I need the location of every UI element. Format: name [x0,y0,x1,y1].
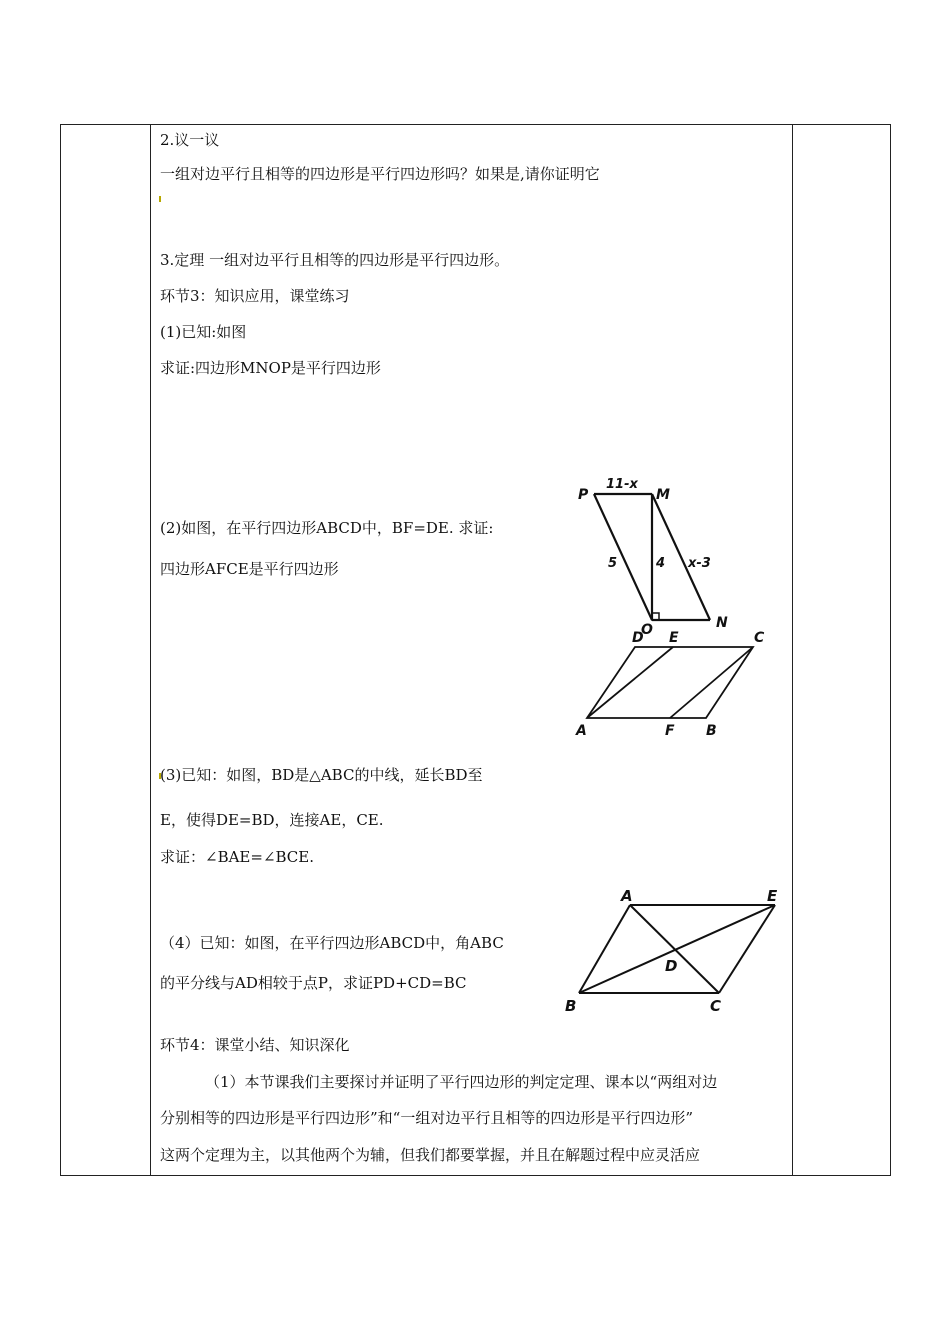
label-m: M [656,487,670,503]
label-n: N [716,615,728,631]
segment-ae [587,647,673,718]
figure-quadrilateral-mnop [570,470,735,635]
summary-paragraph-line-3: 这两个定理为主，以其他两个为辅，但我们都要掌握，并且在解题过程中应灵活应 [160,1146,701,1164]
segment-ab [579,905,630,993]
label-a: A [621,887,633,905]
figure-triangle-median [555,885,790,1020]
table-column-divider-right [792,124,793,1176]
label-b: B [565,997,577,1015]
exercise-1-given: (1)已知:如图 [160,323,247,341]
label-left-length: 5 [608,556,618,571]
segment-po [594,494,652,620]
label-e: E [767,887,778,905]
label-o: O [641,622,653,635]
section-heading-practice: 环节3：知识应用，课堂练习 [160,287,350,305]
theorem-statement: 3.定理 一组对边平行且相等的四边形是平行四边形。 [160,251,510,269]
section-heading-discuss: 2.议一议 [160,131,220,149]
segment-be [579,905,775,993]
label-d: D [632,630,644,646]
section-heading-summary: 环节4：课堂小结、知识深化 [160,1036,350,1054]
exercise-3-given: (3)已知：如图，BD是△ABC的中线，延长BD至 [160,766,483,784]
label-p: P [578,487,589,503]
label-top-length: 11-x [606,477,638,492]
label-a: A [576,723,587,739]
figure-parallelogram-abcd [570,625,775,740]
exercise-3-prove: 求证：∠BAE=∠BCE. [160,848,315,866]
exercise-4-given: （4）已知：如图，在平行四边形ABCD中，角ABC [160,934,504,952]
text-marker [159,196,161,202]
exercise-2-statement: (2)如图，在平行四边形ABCD中，BF=DE. 求证: [160,519,494,537]
label-middle-length: 4 [656,556,666,571]
segment-fc [670,647,753,718]
parallelogram-outline [587,647,753,718]
segment-ac [630,905,719,993]
label-c: C [754,630,765,646]
summary-paragraph-line-2: 分别相等的四边形是平行四边形”和“一组对边平行且相等的四边形是平行四边形” [160,1109,694,1127]
table-column-divider-left [150,124,151,1176]
label-d: D [665,957,678,975]
summary-paragraph-line-1: （1）本节课我们主要探讨并证明了平行四边形的判定定理、课本以“两组对边 [205,1073,718,1091]
exercise-2-prove: 四边形AFCE是平行四边形 [160,560,339,578]
exercise-3-given-cont: E，使得DE=BD，连接AE，CE. [160,811,384,829]
label-e: E [669,630,679,646]
discussion-question: 一组对边平行且相等的四边形是平行四边形吗？如果是,请你证明它 [160,165,600,183]
label-c: C [710,997,722,1015]
label-f: F [665,723,675,739]
exercise-1-prove: 求证:四边形MNOP是平行四边形 [160,359,381,377]
exercise-4-prove: 的平分线与AD相较于点P，求证PD+CD=BC [160,974,467,992]
label-right-length: x-3 [688,556,711,571]
label-b: B [706,723,717,739]
